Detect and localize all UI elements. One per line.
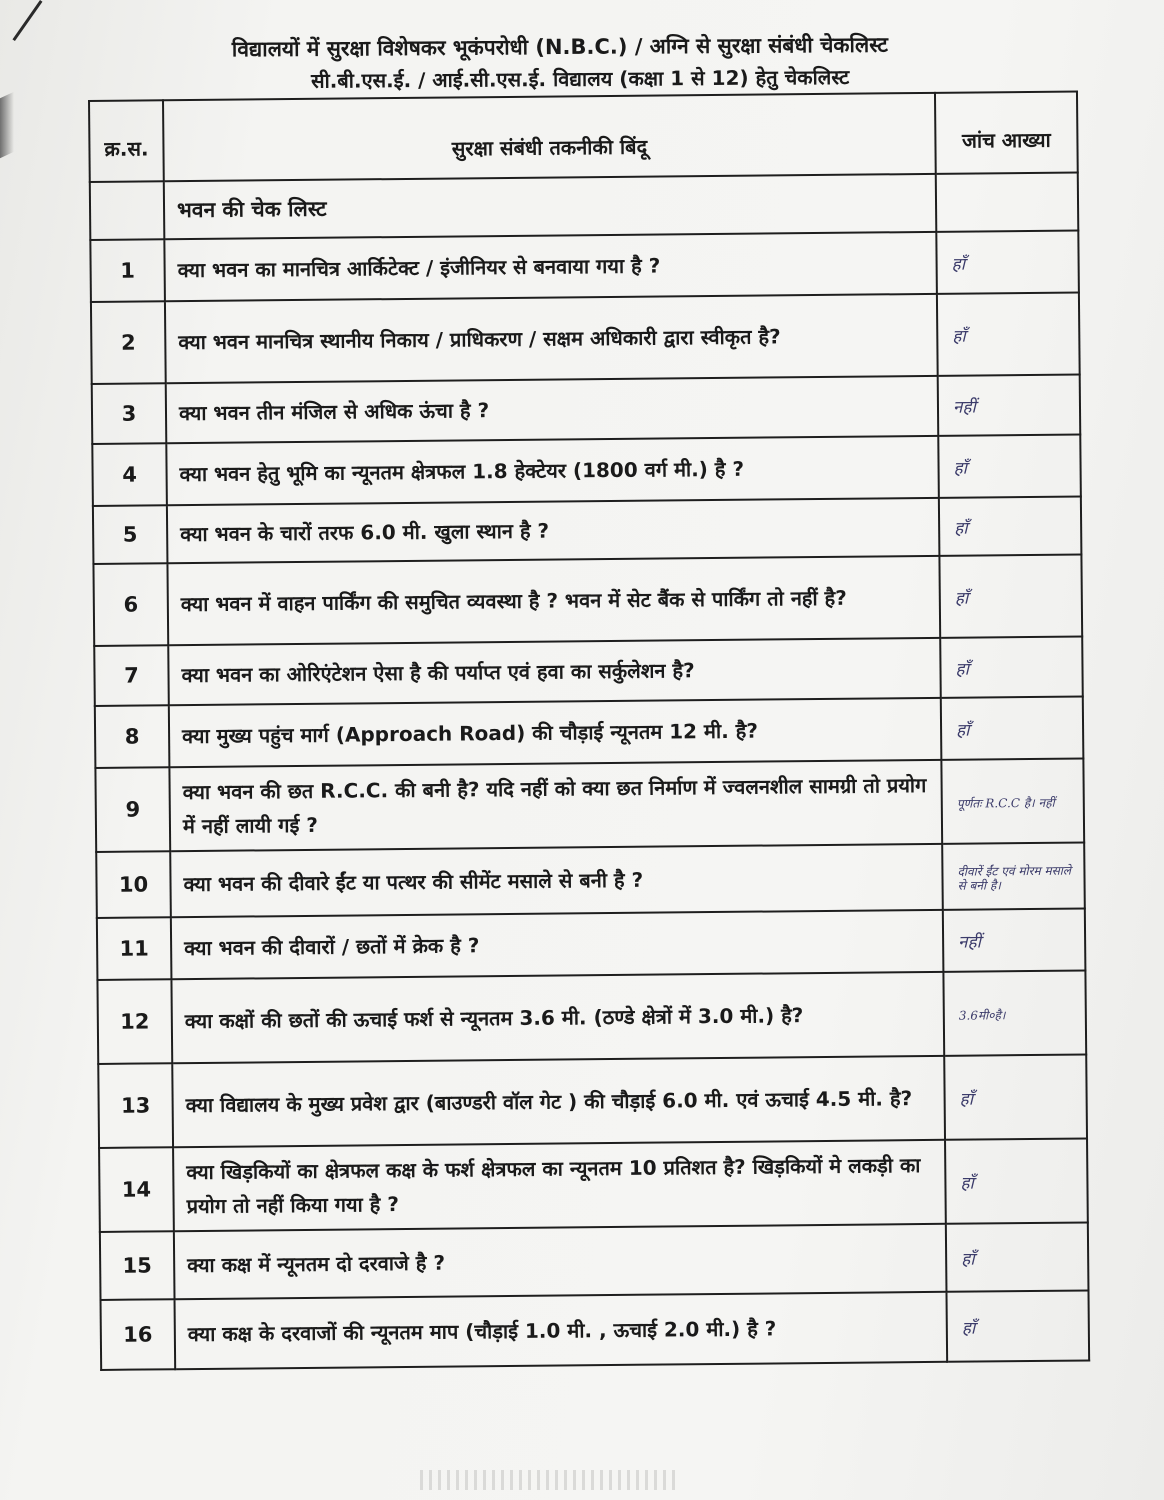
checklist-point: क्या मुख्य पहुंच मार्ग (Approach Road) की चौड़ाई न्यूनतम 12 मी. है? (169, 698, 942, 767)
checklist-point: क्या भवन का ओरिएंटेशन ऐसा है की पर्याप्त एवं हवा का सर्कुलेशन है? (168, 638, 941, 705)
point-column-header: सुरक्षा संबंधी तकनीकी बिंदू (163, 93, 936, 181)
checklist-point: क्या कक्षों की छतों की ऊचाई फर्श से न्यूनतम 3.6 मी. (ठण्डे क्षेत्रों में 3.0 मी.) है? (171, 972, 944, 1063)
section-serial-cell (90, 181, 165, 240)
handwritten-answer: 3.6मी०है। (943, 970, 1086, 1055)
serial-number: 6 (93, 563, 168, 646)
checklist-point: क्या भवन का मानचित्र आर्किटेक्ट / इंजीनियर से बनवाया गया है ? (164, 232, 937, 301)
checklist-point: क्या भवन तीन मंजिल से अधिक ऊंचा है ? (166, 376, 939, 443)
handwritten-answer: नहीं (938, 374, 1081, 435)
document-subtitle: सी.बी.एस.ई. / आई.सी.एस.ई. विद्यालय (कक्षा 1 से 12) हेतु चेकलिस्ट (310, 64, 850, 93)
table-row (95, 696, 1084, 767)
pen-stroke-mark (12, 0, 42, 41)
checklist-point: क्या कक्ष के दरवाजों की न्यूनतम माप (चौड़ाई 1.0 मी. , ऊचाई 2.0 मी.) है ? (175, 1292, 948, 1369)
checklist-point: क्या कक्ष में न्यूनतम दो दरवाजे है ? (174, 1224, 947, 1299)
serial-number: 15 (100, 1231, 175, 1300)
serial-number: 14 (99, 1147, 174, 1232)
table-header-row (89, 92, 1078, 182)
handwritten-answer: नहीं (943, 908, 1086, 971)
checklist-point: क्या भवन की दीवारे ईंट या पत्थर की सीमेंट मसाले से बनी है ? (170, 844, 943, 917)
serial-number: 8 (95, 705, 170, 768)
serial-number: 10 (96, 851, 171, 918)
handwritten-answer: हाँ (938, 434, 1081, 497)
serial-number: 9 (95, 767, 170, 852)
serial-number: 2 (91, 301, 166, 384)
checklist-point: क्या भवन मानचित्र स्थानीय निकाय / प्राधिकरण / सक्षम अधिकारी द्वारा स्वीकृत है? (165, 294, 938, 383)
handwritten-answer: हाँ (946, 1290, 1089, 1361)
handwritten-answer: पूर्णतः R.C.C है। नहीं (941, 758, 1084, 843)
table-row (100, 1222, 1089, 1299)
table-row (91, 292, 1080, 383)
handwritten-answer: हाँ (945, 1138, 1088, 1223)
document-title: विद्यालयों में सुरक्षा विशेषकर भूकंपरोधी (N.B.C.) / अग्नि से सुरक्षा संबंधी चेकलिस्ट (231, 32, 889, 62)
table-row (94, 636, 1083, 705)
table-row (97, 970, 1086, 1063)
handwritten-answer: हाँ (946, 1222, 1089, 1291)
table-row (99, 1138, 1088, 1231)
table-row (93, 496, 1082, 563)
serial-number: 1 (90, 239, 165, 302)
table-row (96, 842, 1085, 917)
checklist-point: क्या भवन हेतु भूमि का न्यूनतम क्षेत्रफल 1.8 हेक्टेयर (1800 वर्ग मी.) है ? (166, 436, 939, 505)
checklist-point: क्या भवन की छत R.C.C. की बनी है? यदि नहीं को क्या छत निर्माण में ज्वलनशील सामग्री तो प्रयोग में नहीं लायी गई ? (169, 760, 942, 851)
serial-number: 7 (94, 645, 169, 706)
answer-column-header: जांच आख्या (935, 92, 1078, 174)
page-fold-shadow (0, 92, 14, 159)
table-row (92, 374, 1081, 443)
table-row (90, 230, 1079, 301)
checklist-point: क्या खिड़कियों का क्षेत्रफल कक्ष के फर्श क्षेत्रफल का न्यूनतम 10 प्रतिशत है? खिड़कियों मे लकड़ी का प्रयोग तो नहीं किया गया है ? (173, 1140, 946, 1231)
checklist-point: क्या भवन की दीवारों / छतों में क्रेक है ? (171, 910, 944, 979)
table-row (101, 1290, 1090, 1369)
table-row (97, 908, 1086, 979)
section-row (90, 173, 1079, 240)
serial-number: 13 (98, 1063, 173, 1148)
serial-column-header: क्र.स. (89, 100, 164, 182)
handwritten-answer: हाँ (939, 554, 1082, 637)
handwritten-answer: हाँ (941, 696, 1084, 759)
handwritten-answer: हाँ (936, 230, 1079, 293)
checklist-point: क्या भवन के चारों तरफ 6.0 मी. खुला स्थान है ? (167, 498, 940, 563)
checklist-point: क्या विद्यालय के मुख्य प्रवेश द्वार (बाउण्डरी वॉल गेट ) की चौड़ाई 6.0 मी. एवं ऊचाई 4.5 मी. है? (172, 1056, 945, 1147)
scan-smudge (420, 1470, 680, 1490)
table-row (92, 434, 1081, 505)
section-title: भवन की चेक लिस्ट (164, 174, 937, 239)
handwritten-answer: हाँ (937, 292, 1080, 375)
serial-number: 11 (97, 917, 172, 980)
table-row (98, 1054, 1087, 1147)
handwritten-answer: हाँ (944, 1054, 1087, 1139)
checklist-point: क्या भवन में वाहन पार्किंग की समुचित व्यवस्था है ? भवन में सेट बैंक से पार्किंग तो नहीं है? (167, 556, 940, 645)
safety-checklist-table (88, 90, 1090, 1370)
serial-number: 3 (92, 383, 167, 444)
table-row (93, 554, 1082, 645)
serial-number: 5 (93, 505, 168, 564)
handwritten-answer: दीवारें ईंट एवं मोरम मसाले से बनी है। (942, 842, 1085, 909)
serial-number: 16 (101, 1299, 176, 1370)
serial-number: 12 (97, 979, 172, 1064)
serial-number: 4 (92, 443, 167, 506)
table-row (95, 758, 1084, 851)
section-answer-cell (936, 173, 1079, 232)
handwritten-answer: हाँ (940, 636, 1083, 697)
handwritten-answer: हाँ (939, 496, 1082, 555)
document-header (60, 27, 1060, 98)
